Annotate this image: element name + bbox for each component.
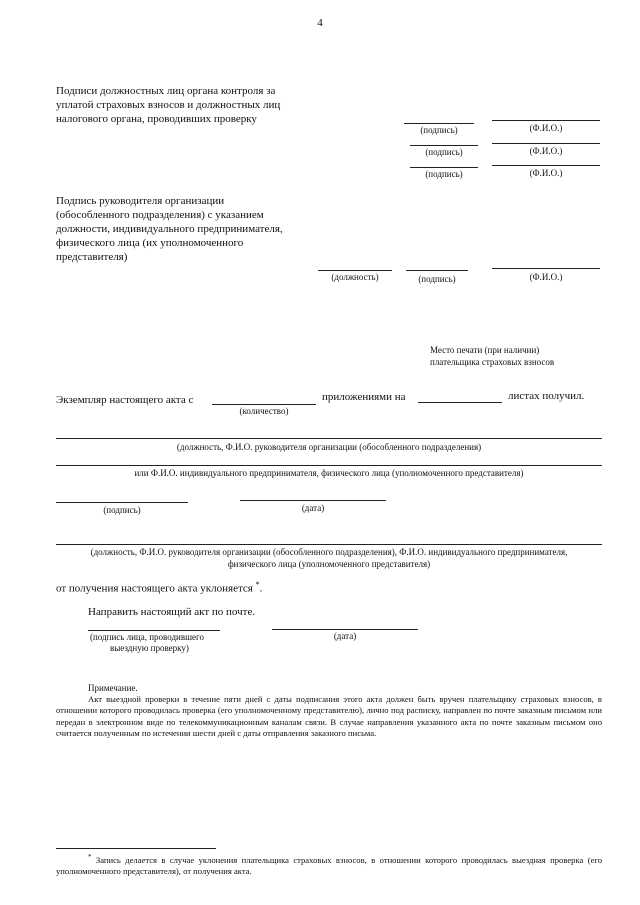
inspector-3-signature-line[interactable] (410, 167, 478, 168)
head-position-line[interactable] (318, 270, 392, 271)
recipient-position-name-line[interactable] (56, 438, 602, 439)
recipient-ip-name-line[interactable] (56, 465, 602, 466)
inspectors-label-line-3: налогового органа, проводивших проверку (56, 113, 257, 125)
inspectors-label-line-2: уплатой страховых взносов и должностных лиц (56, 99, 281, 111)
inspector-2-name-caption: (Ф.И.О.) (529, 146, 563, 156)
send-by-mail-text: Направить настоящий акт по почте. (88, 606, 256, 618)
recipient-caption-1: (должность, Ф.И.О. руководителя организации (обособленного подразделения) (176, 442, 482, 452)
inspector-3-signature-caption: (подпись) (425, 169, 463, 179)
recipient-date-caption: (дата) (301, 503, 325, 513)
mail-date-line[interactable] (272, 629, 418, 630)
footnote-text: Запись делается в случае уклонения плательщика страховых взносов, в отношении которого проводилась выездная проверка (его уполномоченного представителя), от получения акта. (56, 854, 602, 877)
recipient-caption-2: или Ф.И.О. индивидуального предпринимателя, физического лица (уполномоченного представителя) (134, 468, 524, 478)
copy-received-text-1: Экземпляр настоящего акта с (56, 394, 194, 406)
footnote-mark: * (88, 853, 92, 861)
page-number: 4 (317, 17, 323, 29)
evader-text: от получения настоящего акта уклоняется (56, 582, 253, 595)
stamp-place-line-2: плательщика страховых взносов (430, 357, 555, 367)
copy-received-text-3: листах получил. (508, 390, 585, 402)
recipient-signature-line[interactable] (56, 502, 188, 503)
inspector-2-signature-caption: (подпись) (425, 147, 463, 157)
head-label-line-2: (обособленного подразделения) с указанием (56, 209, 264, 221)
evader-caption-2: физического лица (уполномоченного представителя) (227, 559, 431, 569)
inspector-1-name-line[interactable] (492, 120, 600, 121)
footnote (56, 852, 602, 878)
recipient-date-line[interactable] (240, 500, 386, 501)
inspector-2-name-line[interactable] (492, 143, 600, 144)
attachments-count-line[interactable] (212, 404, 316, 405)
footnote-separator (56, 848, 216, 849)
attachments-count-caption: (количество) (239, 406, 289, 416)
head-label-line-3: должности, индивидуального предпринимателя, (56, 223, 283, 235)
inspector-3-name-caption: (Ф.И.О.) (529, 168, 563, 178)
copy-received-text-2: приложениями на (322, 391, 406, 403)
inspector-1-signature-caption: (подпись) (420, 125, 458, 135)
evader-end: . (259, 582, 263, 595)
evader-caption-1: (должность, Ф.И.О. руководителя организации (обособленного подразделения), Ф.И.О. индивидуального предпринимателя, (90, 547, 568, 557)
stamp-place-line-1: Место печати (при наличии) (430, 345, 540, 355)
head-position-caption: (должность) (331, 272, 379, 282)
note-text: Акт выездной проверки в течение пяти дней с даты подписания этого акта должен быть вручен плательщику страховых взносов, в отношении которого проводилась проверка (его уполномоченному представителю), лично под расписку, направлен по почте заказным письмом или передан в электронном виде по телекоммуникационным каналам связи. В случае направления указанного акта по почте заказным письмом оно считается полученным по истечении шести дней с даты отправления заказного письма. (56, 694, 602, 739)
head-name-line[interactable] (492, 268, 600, 269)
recipient-signature-caption: (подпись) (103, 505, 141, 515)
inspector-signature-caption-2: выездную проверку) (110, 643, 189, 653)
evader-line[interactable] (56, 544, 602, 545)
head-signature-caption: (подпись) (418, 274, 456, 284)
inspector-1-name-caption: (Ф.И.О.) (529, 123, 563, 133)
inspector-1-signature-line[interactable] (404, 123, 474, 124)
evader-statement (56, 578, 262, 596)
inspector-signature-line[interactable] (88, 630, 220, 631)
head-label-line-4: физического лица (их уполномоченного (56, 237, 244, 249)
note-title: Примечание. (88, 683, 138, 693)
head-label-line-5: представителя) (56, 251, 128, 263)
inspector-3-name-line[interactable] (492, 165, 600, 166)
inspector-2-signature-line[interactable] (410, 145, 478, 146)
sheets-count-line[interactable] (418, 402, 502, 403)
head-label-line-1: Подпись руководителя организации (56, 195, 225, 207)
inspector-signature-caption-1: (подпись лица, проводившего (90, 632, 205, 642)
head-signature-line[interactable] (406, 270, 468, 271)
mail-date-caption: (дата) (333, 631, 357, 641)
evader-footnote-mark[interactable]: * (255, 580, 260, 589)
inspectors-label-line-1: Подписи должностных лиц органа контроля за (56, 85, 276, 97)
head-name-caption: (Ф.И.О.) (529, 272, 563, 282)
